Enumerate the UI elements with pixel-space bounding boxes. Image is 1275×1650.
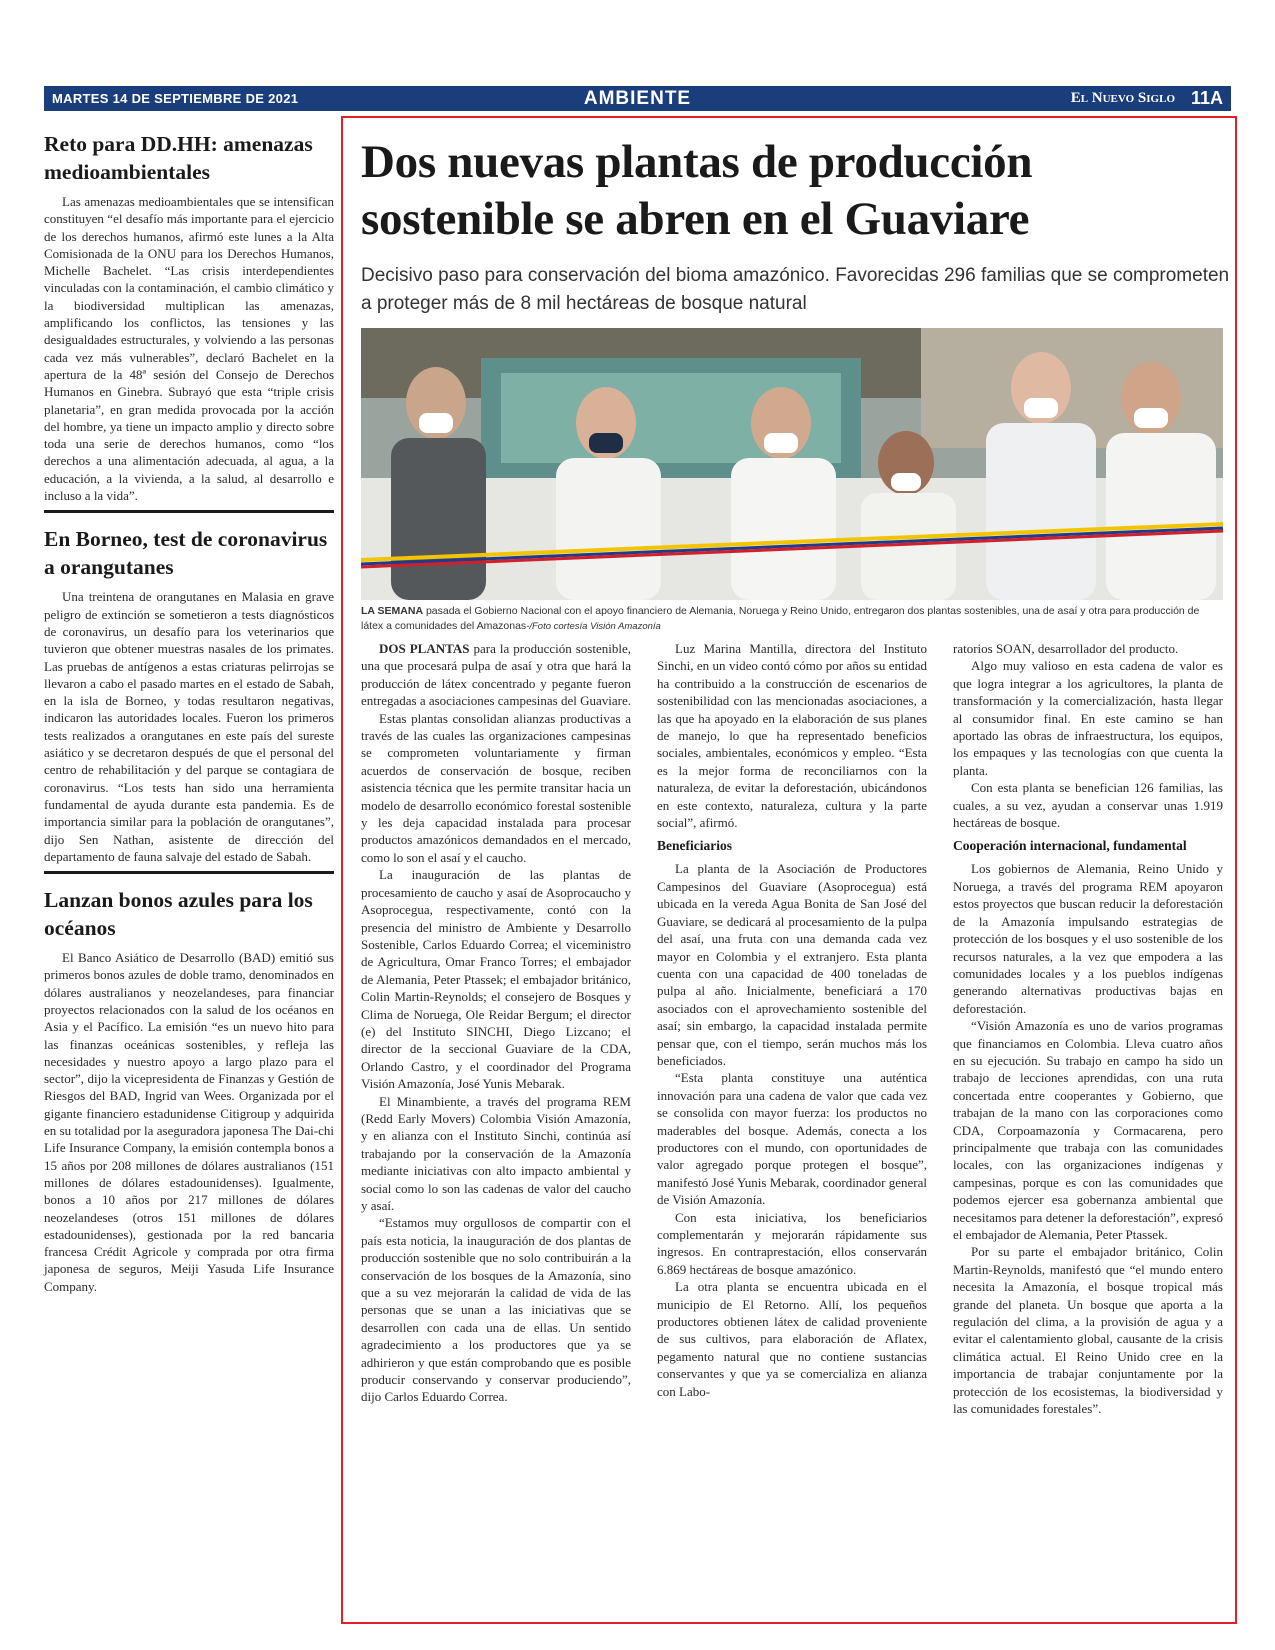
brief-title: Lanzan bonos azules para los océanos bbox=[44, 888, 313, 941]
article-paragraph: ratorios SOAN, desarrollador del producto. bbox=[953, 641, 1179, 656]
article-paragraph: “Estamos muy orgullosos de compartir con el país esta noticia, la inauguración de dos plantas de producción sostenible que no solo contribuirán a la conservación de los bosques de la Amazonía, sino que a su vez mejorarán la calidad de vida de las personas que se unan a las iniciativas que se desarrollen con cada una de ellas. Un sentido agradecimiento a los productores que ya se adhirieron y que están comprobando que es posible producir conservando y conservar produciendo”, dijo Carlos Eduardo Correa. bbox=[361, 1215, 631, 1405]
article-column-1 bbox=[361, 640, 631, 1615]
brief-body: Una treintena de orangutanes en Malasia en grave peligro de extinción se sometieron a tests diagnósticos de coronavirus, un desafío para los veterinarios que tuvieron que obtener muestras nasales de los primates. Las pruebas de antígenos a estas criaturas pelirrojas se llevaron a cabo el pasado martes en el estado de Sabah, en la isla de Borneo, y todas resultaron negativas, indicaron las autoridades locales. Fueron los primeros tests realizados a orangutanes en este país del sureste asiático y se decretaron después de que el personal del centro de rehabilitación y del parque se contagiara de coronavirus. “Los tests han sido una herramienta fundamental de ayuda durante esta pandemia. Es de importancia similar para la población de orangutanes”, dijo Sen Nathan, asistente de dirección del departamento de fauna salvaje del estado de Sabah. bbox=[44, 589, 334, 864]
article-paragraph: La planta de la Asociación de Productores Campesinos del Guaviare (Asoprocegua) está ubicada en la vereda Agua Bonita de San José del Guaviare, se dedicará al procesamiento de la pulpa del asaí, una fruta con una demanda cada vez mayor en Colombia y el extranjero. Esta planta cuenta con una capacidad de 400 toneladas de pulpa al año. Inicialmente, beneficiará a 170 asociados con el aprovechamiento sostenible del asaí; sin embargo, la capacidad instalada permite pensar que, con el tiempo, serán muchos más los beneficiados. bbox=[657, 861, 927, 1068]
article-paragraph: Luz Marina Mantilla, directora del Instituto Sinchi, en un video contó cómo por años su entidad ha contribuido a la construcción de escenarios de sostenibilidad con las mencionadas asociaciones, a las que ha apoyado en la elaboración de sus planes de manejo, lo que ha representado beneficios sociales, ambientales, económicos y empleo. “Esta es la mejor forma de reconciliarnos con la naturaleza, de evitar la deforestación, ubicándonos en este contexto, naturaleza, cultura y la parte social”, afirmó. bbox=[657, 641, 927, 831]
article-column-3 bbox=[953, 640, 1223, 1615]
article-paragraph: Algo muy valioso en esta cadena de valor es que logra integrar a los agricultores, la planta de transformación y la comercialización, hasta llegar al consumidor final. En este camino se han aportado las obras de infraestructura, los equipos, los empaques y las tecnologías con que cuenta la planta. bbox=[953, 658, 1223, 778]
brief-article bbox=[44, 130, 334, 513]
article-paragraph bbox=[361, 640, 631, 710]
article-paragraph: “Esta planta constituye una auténtica innovación para una cadena de valor que cada vez se consolida con mayor fuerza: los productos no maderables del bosque. Además, conecta a los productores con el mundo, con oportunidades de valor agregado porque protegen el bosque”, manifestó José Yunis Mebarak, coordinador general de Visión Amazonía. bbox=[657, 1070, 927, 1208]
photo-credit: -/Foto cortesía Visión Amazonía bbox=[526, 621, 661, 632]
lead-in: DOS PLANTAS bbox=[379, 641, 470, 656]
paragraph-text: para la producción sostenible, una que procesará pulpa de asaí y otra que hará la producción de látex concentrado y pegante fueron entregadas a asociaciones campesinas del Guaviare. bbox=[361, 641, 631, 709]
article-paragraph: Los gobiernos de Alemania, Reino Unido y Noruega, a través del programa REM apoyaron estos proyectos que buscan reducir la deforestación de la Amazonía impulsando estrategias de protección de los bosques y el uso sostenible de los recursos naturales, a la vez que empodera a las comunidades locales y a los pueblos indígenas generando alternativas productivas bajas en deforestación. bbox=[953, 861, 1223, 1016]
page-header-bar bbox=[44, 86, 1231, 111]
article-paragraph: El Minambiente, a través del programa REM (Redd Early Movers) Colombia Visión Amazonía, y en alianza con el Instituto Sinchi, continúa así trabajando por la conservación de la Amazonía mediante iniciativas con alto impacto ambiental y social como lo son las cadenas de valor del caucho y asaí. bbox=[361, 1093, 631, 1213]
article-paragraph: Con esta planta se benefician 126 familias, las cuales, a su vez, ayudan a conservar unas 1.919 hectáreas de bosque. bbox=[953, 780, 1223, 831]
article-paragraph: “Visión Amazonía es uno de varios programas que financiamos en Colombia. Lleva cuatro años en su ejecución. Su trabajo en campo ha sido un trabajo de lecciones aprendidas, con una ruta concertada entre cooperantes y Gobierno, que trabajan de la mano con las corporaciones como CDA, Corpoamazonía y Cormacarena, pero principalmente que trabaja con las comunidades locales, con las organizaciones indígenas y campesinas, porque es con las comunidades que podemos ejercer esa gobernanza ambiental que necesitamos para detener la deforestación”, expresó el embajador de Alemania, Peter Ptassek. bbox=[953, 1018, 1223, 1242]
brief-title: En Borneo, test de coronavirus a orangutanes bbox=[44, 527, 328, 580]
ribbon-cutting-photo bbox=[361, 328, 1223, 600]
issue-date: MARTES 14 DE SEPTIEMBRE DE 2021 bbox=[52, 91, 299, 106]
subheading: Cooperación internacional, fundamental bbox=[953, 838, 1187, 854]
article-paragraph: Estas plantas consolidan alianzas productivas a través de las cuales las organizaciones campesinas se comprometen voluntariamente y firman acuerdos de conservación de bosque, reciben asistencia técnica que les permite transitar hacia un modelo de desarrollo económico forestal sostenible y les deja capacidad instalada para procesar productos amazónicos demandados en el mercado, como lo son el asaí y el caucho. bbox=[361, 710, 631, 865]
caption-text: pasada el Gobierno Nacional con el apoyo financiero de Alemania, Noruega y Reino Unido, entregaron dos plantas sostenibles, una de asaí y otra para producción de látex a comunidades del Amazonas bbox=[361, 605, 1200, 632]
photo-illustration bbox=[361, 328, 1223, 600]
feature-headline: Dos nuevas plantas de producción sostenible se abren en el Guaviare bbox=[361, 136, 1033, 245]
feature-article-frame bbox=[341, 116, 1237, 1624]
brief-title: Reto para DD.HH: amenazas medioambientales bbox=[44, 132, 313, 184]
brief-body: El Banco Asiático de Desarrollo (BAD) emitió sus primeros bonos azules de doble tramo, denominados en dólares australianos y neozelandeses, para financiar proyectos relacionados con la salud de los océanos en Asia y el Pacífico. La emisión “es un nuevo hito para las finanzas oceánicas sostenibles, y refleja las necesidades y nuestro apoyo a largo plazo para el sector”, dijo la vicepresidenta de Finanzas y Gestión de Riesgos del BAD, Ingrid van Wees. Organizada por el gigante financiero estadunidense Citigroup y adquirida en su totalidad por la aseguradora japonesa The Dai-chi Life Insurance Company, la emisión contempla bonos a 15 años por 208 millones de dólares australianos (151 millones de dólares estadounidenses). Igualmente, bonos a 10 años por 217 millones de dólares neozelandeses (otros 151 millones de dólares estadounidenses), gestionada por la red bancaria francesa Crédit Agricole y comprada por otra firma japonesa de seguros, Meiji Yasuda Life Insurance Company. bbox=[44, 950, 334, 1294]
feature-subhead: Decisivo paso para conservación del bioma amazónico. Favorecidas 296 familias que se comprometen a proteger más de 8 mil hectáreas de bosque natural bbox=[361, 265, 1230, 314]
briefs-column bbox=[44, 130, 334, 1313]
photo-caption bbox=[361, 604, 1223, 634]
article-paragraph: Con esta iniciativa, los beneficiarios complementarán y mejorarán rápidamente sus ingresos. En contraprestación, ellos conservarán 6.869 hectáreas de bosque amazónico. bbox=[657, 1209, 927, 1277]
newspaper-brand: El Nuevo Siglo bbox=[1070, 90, 1175, 106]
article-column-2 bbox=[657, 640, 927, 1615]
page-number: 11A bbox=[1190, 88, 1223, 108]
section-title: AMBIENTE bbox=[583, 88, 692, 109]
brief-article bbox=[44, 886, 334, 1301]
article-paragraph: Por su parte el embajador británico, Colin Martin-Reynolds, manifestó que “el mundo entero necesita la Amazonía, el bosque tropical más grande del planeta. Un bosque que aporta a la regulación del clima, a la provisión de agua y a evitar el calentamiento global, causante de la crisis climática actual. El Reino Unido cree en la importancia de trabajar conjuntamente por la protección de los ecosistemas, la biodiversidad y las comunidades forestales”. bbox=[953, 1244, 1223, 1417]
article-paragraph: La inauguración de las plantas de procesamiento de caucho y asaí de Asoprocaucho y Asoprocegua, respectivamente, contó con la presencia del ministro de Ambiente y Desarrollo Sostenible, Carlos Eduardo Correa; el viceministro de Agricultura, Omar Franco Torres; el embajador de Alemania, Peter Ptassek; el embajador británico, Colin Martin-Reynolds; el consejero de Bosques y Clima de Noruega, Ole Reidar Bergum; el director (e) del Instituto SINCHI, Diego Lizcano; el director de la seccional Guaviare de la CDA, Orlando Castro, y el coordinador del Programa Visión Amazonía, José Yunis Mebarak. bbox=[361, 867, 631, 1092]
brief-body: Las amenazas medioambientales que se intensifican constituyen “el desafío más importante para el ejercicio de los derechos humanos, afirmó este lunes a la Alta Comisionada de la ONU para los Derechos Humanos, Michelle Bachelet. “Las crisis interdependientes vinculadas con la contaminación, el cambio climático y la biodiversidad multiplican las amenazas, amplificando los conflictos, las tensiones y las desigualdades estructurales, y volviendo a las personas cada vez más vulnerables”, declaró Bachelet en la apertura de la 48ª sesión del Consejo de Derechos Humanos en Ginebra. Subrayó que esta “triple crisis planetaria”, en gran medida provocada por la acción del hombre, ya tiene un impacto amplio y directo sobre toda una serie de derechos humanos, como “los derechos a una alimentación adecuada, al agua, a la educación, a la vivienda, a la salud, al desarrollo e incluso a la vida”. bbox=[44, 194, 334, 504]
article-paragraph: La otra planta se encuentra ubicada en el municipio de El Retorno. Allí, los pequeños productores obtienen látex de calidad proveniente de sus cultivos, para elaboración de Aflatex, pegamento natural que no contiene sustancias conservantes y que ya se comercializa en alianza con Labo- bbox=[657, 1279, 927, 1399]
brief-article bbox=[44, 525, 334, 874]
caption-lead: LA SEMANA bbox=[361, 605, 424, 617]
article-body bbox=[361, 640, 1223, 1615]
subheading: Beneficiarios bbox=[657, 838, 732, 854]
